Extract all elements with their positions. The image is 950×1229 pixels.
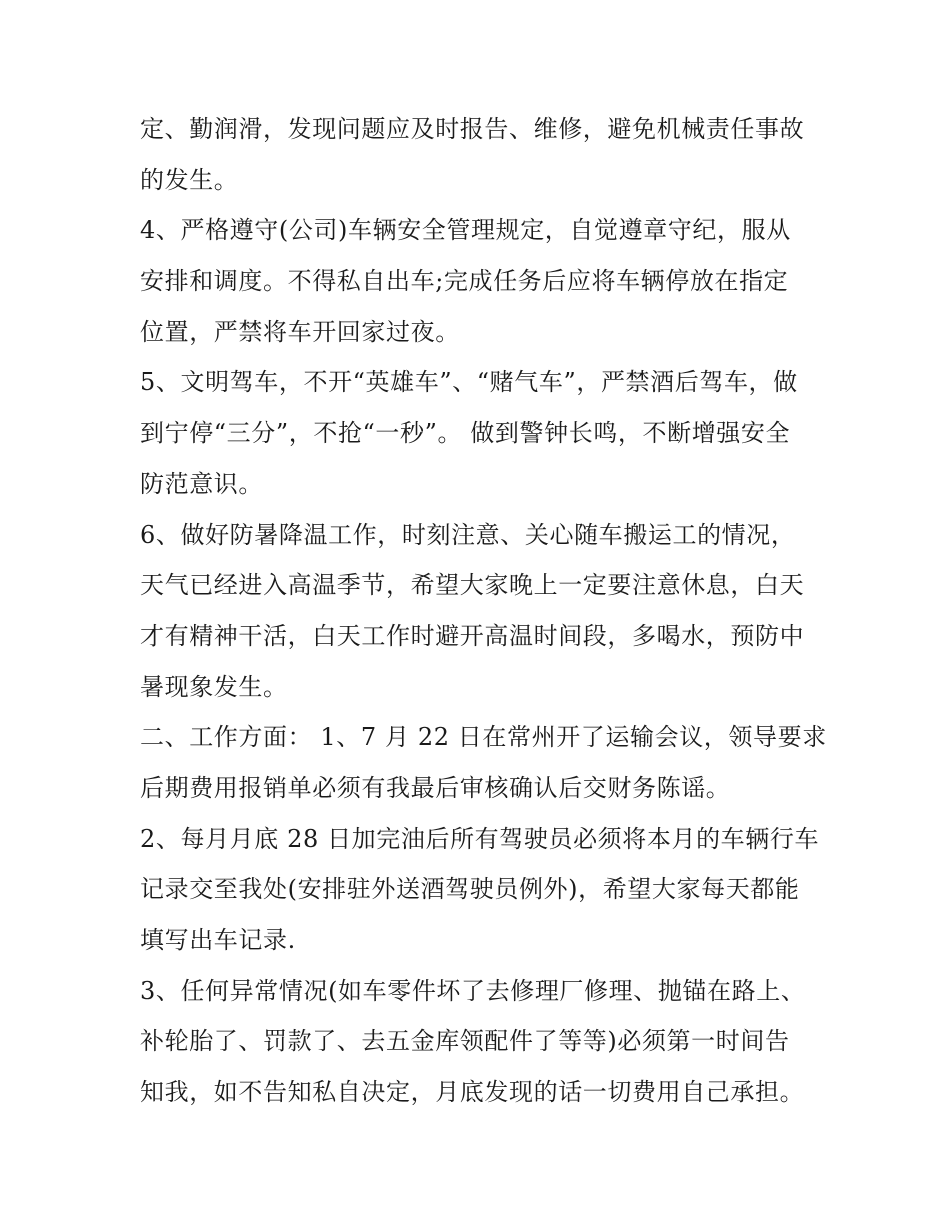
- text-line: 5、文明驾车，不开“英雄车”、“赌气车”，严禁酒后驾车，做: [140, 368, 798, 397]
- text-line: 位置，严禁将车开回家过夜。: [140, 317, 460, 346]
- text-line: 二、工作方面： 1、7 月 22 日在常州开了运输会议，领导要求: [140, 723, 827, 752]
- text-line: 才有精神干活，白天工作时避开高温时间段，多喝水，预防中: [140, 621, 805, 650]
- text-line: 3、任何异常情况(如车零件坏了去修理厂修理、抛锚在路上、: [140, 976, 806, 1005]
- text-line: 6、做好防暑降温工作，时刻注意、关心随车搬运工的情况，: [140, 520, 796, 549]
- text-line: 2、每月月底 28 日加完油后所有驾驶员必须将本月的车辆行车: [140, 824, 820, 853]
- text-line: 记录交至我处(安排驻外送酒驾驶员例外)，希望大家每天都能: [140, 875, 800, 904]
- text-line: 知我，如不告知私自决定，月底发现的话一切费用自己承担。: [140, 1078, 805, 1107]
- text-line: 的发生。: [140, 165, 239, 194]
- text-line: 4、严格遵守(公司)车辆安全管理规定，自觉遵章守纪，服从: [140, 216, 791, 245]
- text-line: 防范意识。: [140, 469, 263, 498]
- text-line: 定、勤润滑，发现问题应及时报告、维修，避免机械责任事故: [140, 115, 805, 143]
- text-line: 填写出车记录.: [140, 926, 296, 954]
- document-body: [140, 104, 830, 1118]
- text-line: 补轮胎了、罚款了、去五金库领配件了等等)必须第一时间告: [140, 1027, 790, 1056]
- text-line: 暑现象发生。: [140, 672, 288, 701]
- text-line: 后期费用报销单必须有我最后审核确认后交财务陈谣。: [140, 773, 731, 802]
- text-line: 到宁停“三分”，不抢“一秒”。 做到警钟长鸣，不断增强安全: [140, 419, 791, 448]
- text-line: 安排和调度。不得私自出车;完成任务后应将车辆停放在指定: [140, 267, 789, 296]
- text-line: 天气已经进入高温季节，希望大家晚上一定要注意休息，白天: [140, 571, 805, 600]
